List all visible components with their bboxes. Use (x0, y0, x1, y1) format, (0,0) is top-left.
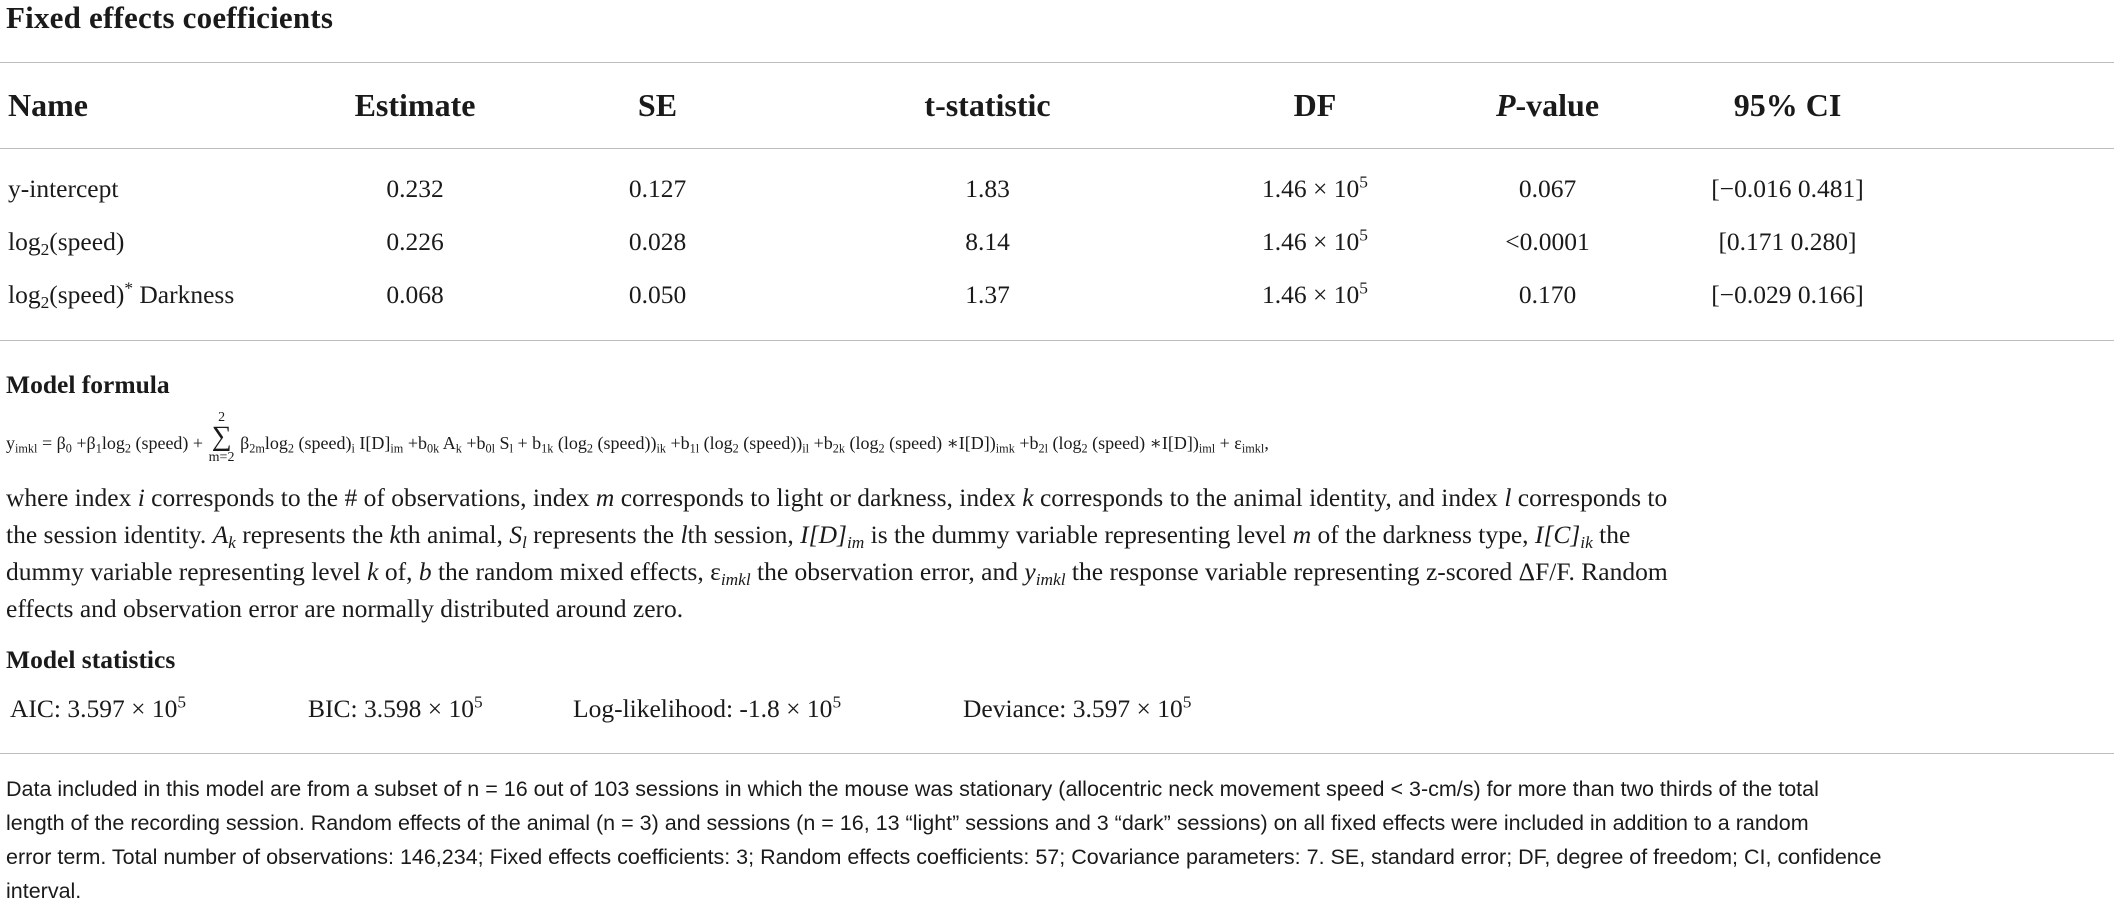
header-rule (0, 148, 2114, 149)
stat-bic (308, 694, 573, 724)
text-run: corresponds to (1511, 483, 1668, 512)
text-run: the observation error, and (750, 557, 1025, 586)
model-statistics-heading: Model statistics (6, 645, 176, 674)
row-pvalue: <0.0001 (1505, 226, 1590, 256)
text-run: ik (1580, 532, 1593, 552)
text-run: represents the (526, 520, 681, 549)
table-title: Fixed effects coefficients (6, 0, 334, 35)
footnote-rule (0, 753, 2114, 754)
stat-exp: 5 (177, 692, 187, 712)
header-pvalue-italic: P (1495, 86, 1516, 123)
model-formula-equation: $y_{imkl} = \beta_0 +\beta_1\log_2$ (speed) + 2 ∑ m=2 $\beta_{2m}\log_2$ $(speed)_i$ $I[D]_{im} +b_{0k}$ $A_k +b_{0l}$ $S_l + b_{1k}$ ($\log_2$ $(speed))_{ik} +b_{1l}$ ($\log_2$ $(speed))_{il} +b_{2k}$ ($\log_2$ (speed) $∗I[D])_{imk} +b_{2l}$ ($\log_2$ (speed) $∗I[D])_{iml} + \varepsilon_{imkl}$, (6, 410, 1269, 465)
row-estimate: 0.232 (386, 173, 444, 203)
model-statistics (10, 694, 1191, 724)
text-run: l (1504, 483, 1512, 512)
row-estimate: 0.068 (386, 279, 444, 309)
text-run: k (367, 557, 379, 586)
text-run: the random mixed effects, ε (431, 557, 721, 586)
row-spacer (1910, 268, 2114, 321)
row-tstat: 1.37 (965, 279, 1010, 309)
row-name-sub: 2 (40, 239, 50, 259)
text-run: i (137, 483, 145, 512)
row-se: 0.050 (628, 279, 687, 309)
stat-loglikelihood (573, 694, 963, 724)
stat-label: AIC: 3.597 × 10 (10, 694, 178, 723)
text-run: k (228, 532, 236, 552)
header-ci: 95% CI (1733, 86, 1842, 123)
row-tstat: 8.14 (965, 226, 1010, 256)
row-tstat: 1.83 (965, 173, 1010, 203)
row-name-log: log (8, 279, 41, 309)
row-estimate: 0.226 (386, 226, 444, 256)
stat-label: BIC: 3.598 × 10 (308, 694, 474, 723)
row-df-base: 1.46 × 10 (1262, 226, 1360, 256)
row-df-base: 1.46 × 10 (1262, 279, 1360, 309)
header-df: DF (1293, 86, 1337, 123)
description-line (6, 553, 1966, 590)
row-df (1200, 215, 1430, 268)
table-row (0, 268, 2114, 321)
row-name-star: * (124, 277, 133, 297)
row-ci: [−0.016 0.481] (1711, 173, 1864, 203)
header-row (0, 62, 2114, 148)
text-run: the response variable representing z-scored ΔF/F. Random (1065, 557, 1668, 586)
stat-deviance (963, 694, 1191, 724)
row-pvalue: 0.170 (1518, 279, 1577, 309)
text-run: l (680, 520, 688, 549)
footnote-line: length of the recording session. Random effects of the animal (n = 3) and sessions (n = 16, 13 “light” sessions and 3 “dark” sessions) on all fixed effects were included in addition to a random (6, 811, 1809, 835)
text-run: b (418, 557, 432, 586)
model-formula-description (6, 479, 1966, 627)
text-run: corresponds to the # of observations, index (144, 483, 596, 512)
row-name-speed: (speed) (49, 226, 125, 256)
stat-label: Deviance: 3.597 × 10 (963, 694, 1183, 723)
row-name (0, 268, 290, 321)
coefficients-table (0, 62, 2114, 321)
stat-exp: 5 (1182, 692, 1192, 712)
text-run: of, (378, 557, 419, 586)
header-pvalue (1430, 62, 1665, 148)
row-name-log: log (8, 226, 41, 256)
row-ci: [0.171 0.280] (1718, 226, 1857, 256)
row-name: y-intercept (8, 173, 119, 203)
footnote-line: error term. Total number of observations: 146,234; Fixed effects coefficients: 3; Random effects coefficients: 57; Covariance parameters: 7. SE, standard error; DF, degree of freedom; CI, confidence (6, 845, 1882, 869)
stat-aic (10, 694, 308, 724)
text-run: th session, (687, 520, 801, 549)
row-spacer (1910, 215, 2114, 268)
text-run: imkl (720, 569, 751, 589)
description-line (6, 516, 1966, 553)
header-tstat: t-statistic (924, 86, 1051, 123)
row-ci: [−0.029 0.166] (1711, 279, 1864, 309)
text-run: k (389, 520, 401, 549)
text-run: m (595, 483, 615, 512)
header-spacer (1910, 62, 2114, 148)
row-name-sub: 2 (40, 292, 50, 312)
row-df-base: 1.46 × 10 (1262, 173, 1360, 203)
table-footnote (6, 772, 2116, 908)
header-pvalue-rest: -value (1515, 86, 1600, 123)
footnote-line: interval. (6, 879, 82, 903)
row-se: 0.028 (628, 226, 687, 256)
text-run: y (1024, 557, 1036, 586)
text-run: I[D] (800, 520, 847, 549)
text-run: of the darkness type, (1311, 520, 1535, 549)
row-name-darkness: Darkness (132, 279, 235, 309)
stat-label: Log-likelihood: -1.8 × 10 (573, 694, 833, 723)
table-bottom-rule (0, 340, 2114, 341)
text-run: is the dummy variable representing level (864, 520, 1293, 549)
row-name (0, 215, 290, 268)
text-run: im (846, 532, 865, 552)
text-run: the (1592, 520, 1631, 549)
row-pvalue: 0.067 (1518, 173, 1577, 203)
text-run: m (1292, 520, 1312, 549)
row-df-exp: 5 (1359, 277, 1368, 297)
row-name-speed: (speed) (49, 279, 125, 309)
stat-exp: 5 (832, 692, 842, 712)
header-se: SE (637, 86, 678, 123)
header-estimate: Estimate (354, 86, 476, 123)
row-df (1200, 148, 1430, 215)
header-name: Name (8, 86, 88, 123)
text-run: th animal, (400, 520, 510, 549)
text-run: A (212, 520, 229, 549)
table-row (0, 215, 2114, 268)
text-run: I[C] (1534, 520, 1581, 549)
text-run: represents the (235, 520, 390, 549)
text-run: corresponds to the animal identity, and index (1033, 483, 1505, 512)
text-run: k (1022, 483, 1034, 512)
model-formula-heading: Model formula (6, 370, 170, 399)
text-run: the session identity. (6, 520, 213, 549)
summation-icon: 2 ∑ m=2 (208, 410, 235, 465)
footnote-line: Data included in this model are from a subset of n = 16 out of 103 sessions in which the mouse was stationary (allocentric neck movement speed < 3-cm/s) for more than two thirds of the total (6, 777, 1819, 801)
description-line (6, 479, 1966, 516)
text-run: where index (6, 483, 138, 512)
description-line: effects and observation error are normally distributed around zero. (6, 594, 684, 623)
text-run: imkl (1035, 569, 1066, 589)
text-run: dummy variable representing level (6, 557, 368, 586)
text-run: S (509, 520, 522, 549)
table-row (0, 148, 2114, 215)
row-df (1200, 268, 1430, 321)
text-run: corresponds to light or darkness, index (614, 483, 1023, 512)
stat-exp: 5 (473, 692, 483, 712)
row-df-exp: 5 (1359, 171, 1368, 191)
text-run: l (521, 532, 527, 552)
row-spacer (1910, 148, 2114, 215)
row-se: 0.127 (628, 173, 687, 203)
row-df-exp: 5 (1359, 224, 1368, 244)
